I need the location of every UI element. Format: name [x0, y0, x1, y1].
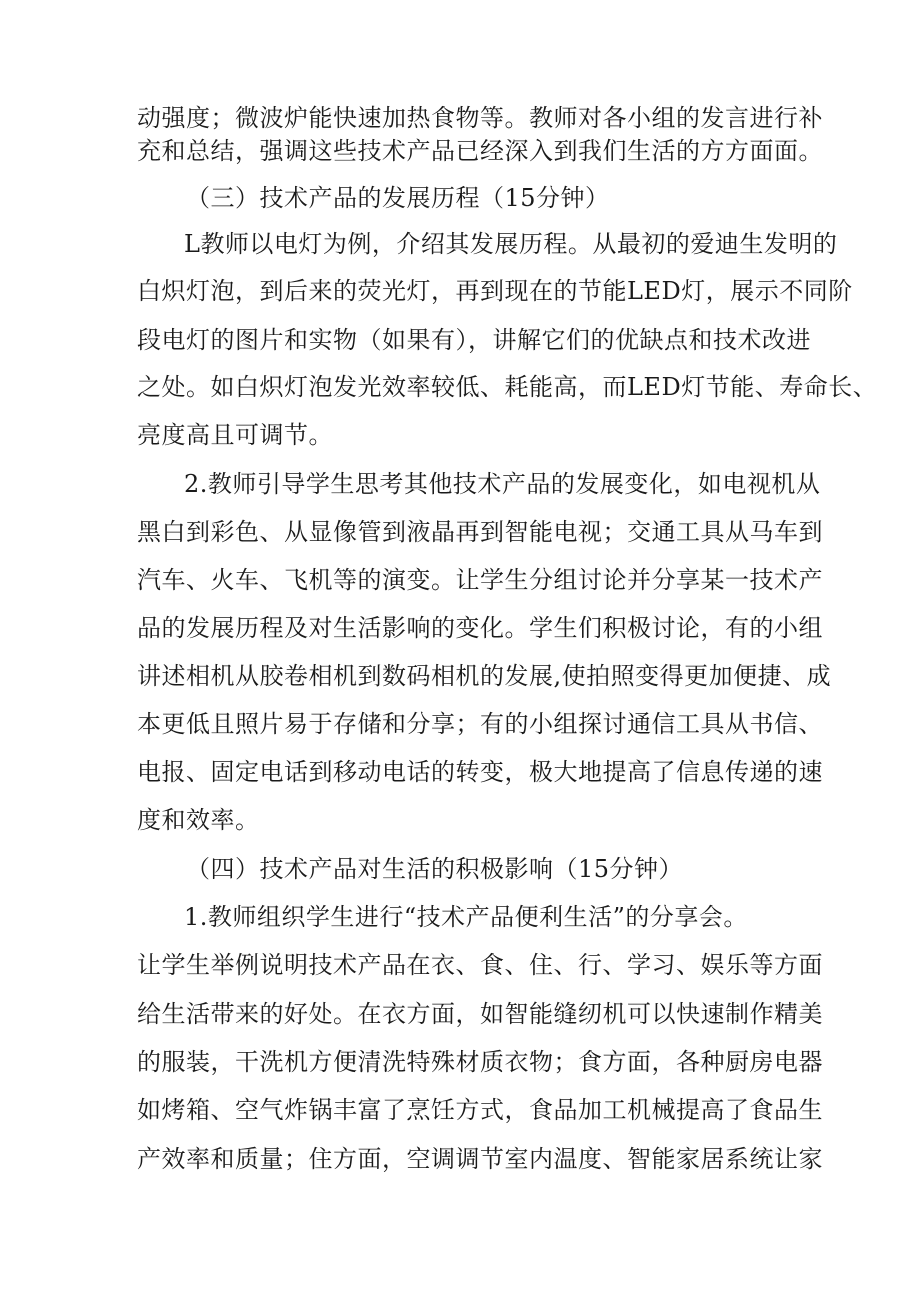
- text-line: 给生活带来的好处。在衣方面，如智能缝纫机可以快速制作精美: [137, 1000, 823, 1028]
- text-line: 品的发展历程及对生活影响的变化。学生们积极讨论，有的小组: [137, 614, 823, 642]
- text-line: 黑白到彩色、从显像管到液晶再到智能电视；交通工具从马车到: [137, 518, 823, 546]
- text-line: 充和总结，强调这些技术产品已经深入到我们生活的方方面面。: [137, 137, 823, 165]
- text-line: 汽车、火车、飞机等的演变。让学生分组讨论并分享某一技术产: [137, 566, 823, 594]
- text-line: 1.教师组织学生进行“技术产品便利生活”的分享会。: [184, 903, 748, 931]
- text-line: 本更低且照片易于存储和分享；有的小组探讨通信工具从书信、: [137, 710, 823, 738]
- text-line: 如烤箱、空气炸锅丰富了烹饪方式，食品加工机械提高了食品生: [137, 1096, 823, 1124]
- text-line: 讲述相机从胶卷相机到数码相机的发展,使拍照变得更加便捷、成: [137, 662, 832, 690]
- section-heading: （三）技术产品的发展历程（15分钟）: [186, 184, 610, 212]
- text-line: 的服装，干洗机方便清洗特殊材质衣物；食方面，各种厨房电器: [137, 1048, 823, 1076]
- text-line: 动强度；微波炉能快速加热食物等。教师对各小组的发言进行补: [137, 104, 823, 132]
- text-line: 之处。如白炽灯泡发光效率较低、耗能高，而LED灯节能、寿命长、: [137, 373, 878, 401]
- text-line: 让学生举例说明技术产品在衣、食、住、行、学习、娱乐等方面: [137, 951, 823, 979]
- text-line: 产效率和质量；住方面，空调调节室内温度、智能家居系统让家: [137, 1145, 823, 1173]
- text-line: 段电灯的图片和实物（如果有），讲解它们的优缺点和技术改进: [137, 326, 811, 354]
- text-line: 白炽灯泡，到后来的荧光灯，再到现在的节能LED灯，展示不同阶: [137, 277, 853, 305]
- section-heading: （四）技术产品对生活的积极影响（15分钟）: [186, 855, 684, 883]
- text-line: L教师以电灯为例，介绍其发展历程。从最初的爱迪生发明的: [184, 230, 838, 258]
- text-line: 电报、固定电话到移动电话的转变，极大地提高了信息传递的速: [137, 758, 823, 786]
- text-line: 2.教师引导学生思考其他技术产品的发展变化，如电视机从: [184, 470, 821, 498]
- text-line: 亮度高且可调节。: [137, 421, 333, 449]
- text-line: 度和效率。: [137, 806, 260, 834]
